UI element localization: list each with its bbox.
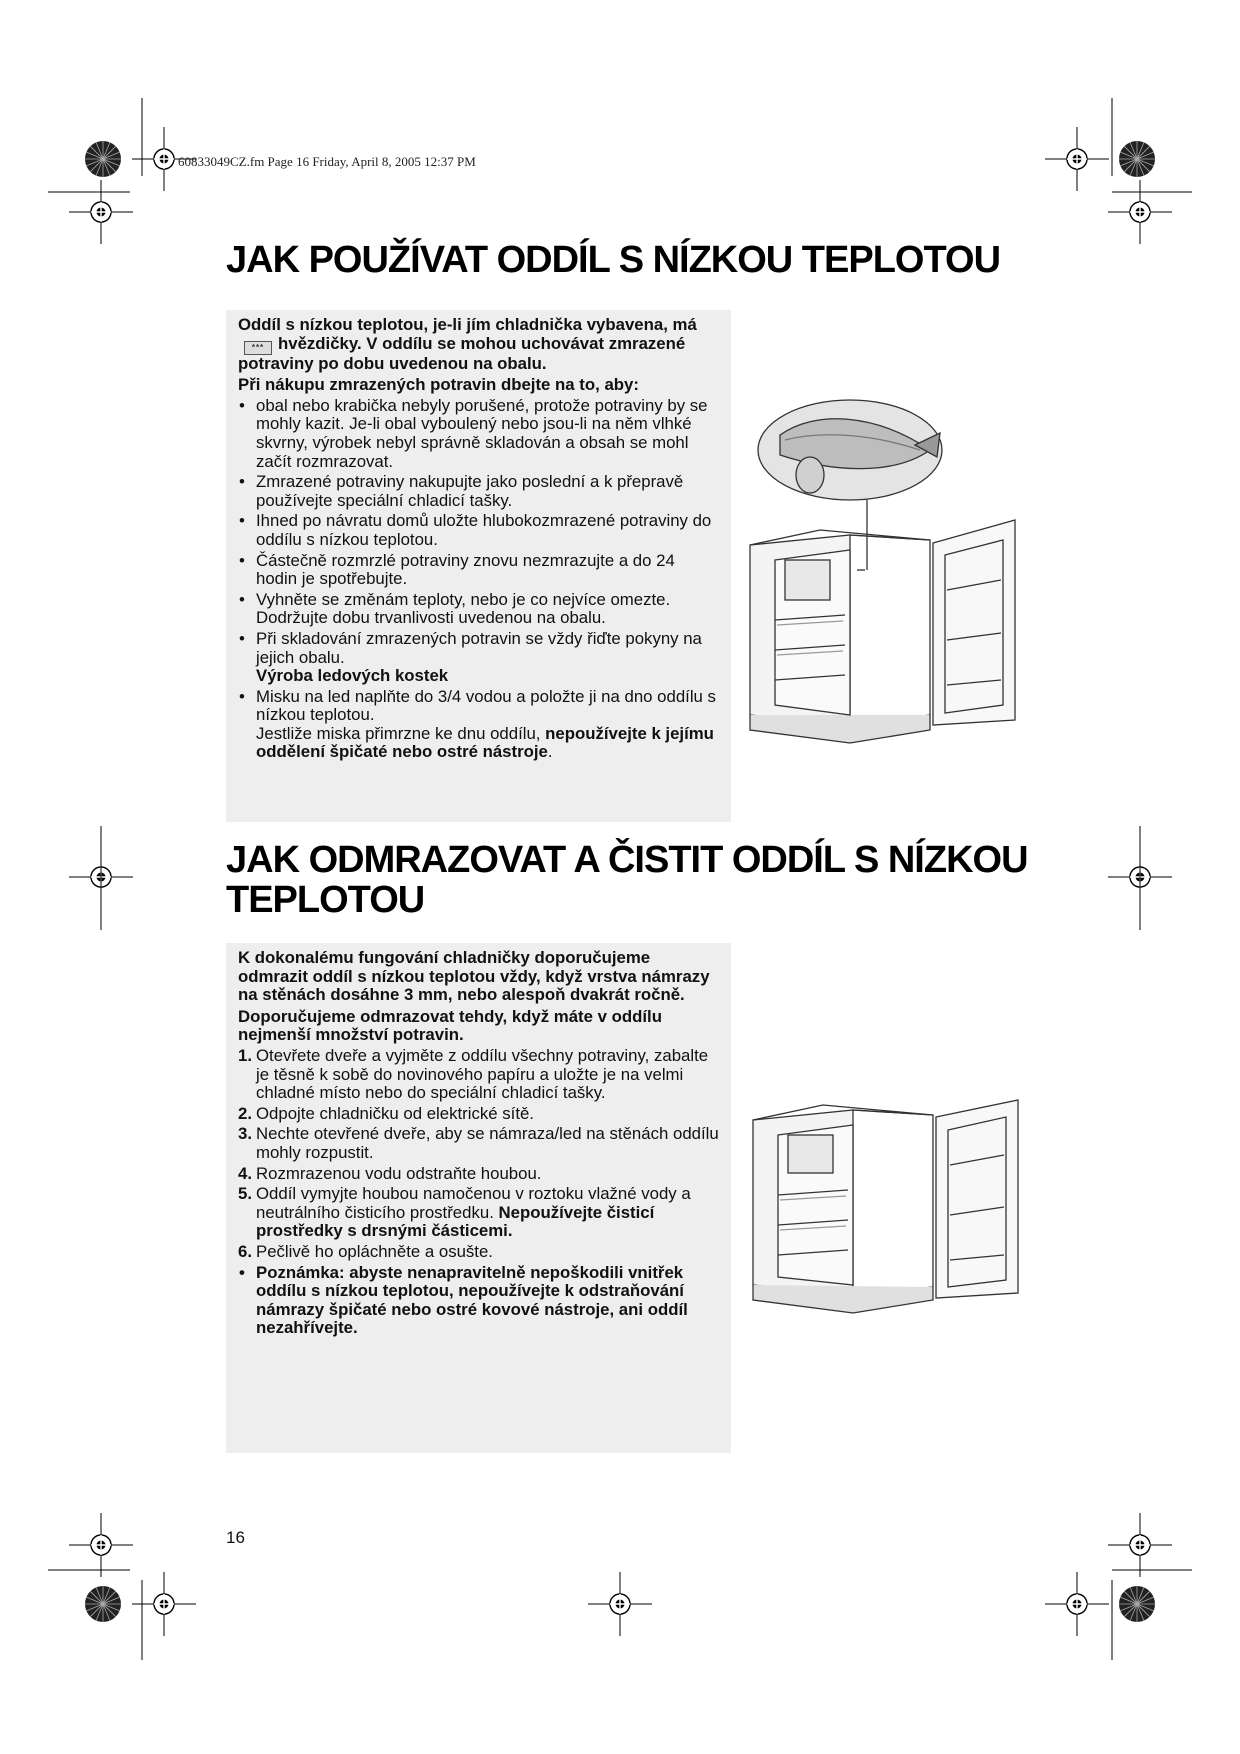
defrost-recommendation: Doporučujeme odmrazovat tehdy, když máte v oddílu nejmenší množství potravin.	[238, 1006, 662, 1045]
list-item: • Částečně rozmrzlé potraviny znovu nezmrazujte a do 24 hodin je spotřebujte.	[238, 552, 719, 589]
section2-title: JAK ODMRAZOVAT A ČISTIT ODDÍL S NÍZKOU TEPLOTOU	[226, 839, 1028, 921]
ice-cubes-heading: Výroba ledových kostek	[256, 666, 449, 686]
defrost-note: • Poznámka: abyste nenapravitelně nepoškodili vnitřek oddílu s nízkou teplotou, nepoužívejte k odstraňování námrazy špičaté nebo ostré kovové nástroje, ani oddíl nezahřívejte.	[238, 1264, 719, 1338]
note-list	[238, 1264, 719, 1338]
purchase-heading: Při nákupu zmrazených potravin dbejte na to, aby:	[238, 375, 639, 395]
list-item: 1. Otevřete dveře a vyjměte z oddílu všechny potraviny, zabalte je těsně k sobě do novinového papíru a uložte je na velmi chladné místo nebo do speciální chladicí tašky.	[238, 1045, 709, 1103]
star-rating-icon: ***	[244, 341, 272, 355]
list-item: 5. Oddíl vymyjte houbou namočenou v roztoku vlažné vody a neutrálního čisticího prostředku. Nepoužívejte čisticí prostředky s drsnými částicemi.	[238, 1184, 691, 1241]
page-number: 16	[226, 1528, 245, 1547]
section1-info-box	[226, 310, 731, 822]
list-item: • Zmrazené potraviny nakupujte jako poslední a k přepravě používejte speciální chladicí tašky.	[238, 473, 719, 510]
section2-info-box	[226, 943, 731, 1453]
list-item: 6. Pečlivě ho opláchněte a osušte.	[238, 1241, 493, 1261]
list-item: • obal nebo krabička nebyly porušené, protože potraviny by se mohly kazit. Je-li obal vyboulený nebo jsou-li na něm vlhké skvrny, výrobek nebyl správně skladován a obsah se mohl začít rozmrazovat.	[238, 397, 719, 471]
list-item: • Misku na led naplňte do 3/4 vodou a položte ji na dno oddílu s nízkou teplotou. Jestliže miska přimrzne ke dnu oddílu, nepoužívejte k jejímu oddělení špičaté nebo ostré nástroje.	[238, 688, 719, 762]
open-fridge-illustration	[748, 1095, 1033, 1315]
list-item: • Vyhněte se změnám teploty, nebo je co nejvíce omezte. Dodržujte dobu trvanlivosti uvedenou na obalu.	[238, 591, 719, 628]
list-item: 4. Rozmrazenou vodu odstraňte houbou.	[238, 1163, 542, 1183]
fridge-with-fish-illustration	[745, 395, 1030, 745]
defrost-intro: K dokonalému fungování chladničky doporučujeme odmrazit oddíl s nízkou teplotou vždy, když vrstva námrazy na stěnách dosáhne 3 mm, nebo alespoň dvakrát ročně.	[238, 948, 710, 1005]
list-item: 3. Nechte otevřené dveře, aby se námraza/led na stěnách oddílu mohly rozpustit.	[238, 1124, 719, 1162]
defrost-steps-list	[238, 1047, 719, 1262]
section1-intro: Oddíl s nízkou teplotou, je-li jím chladnička vybavena, má*** hvězdičky. V oddílu se mohou uchovávat zmrazené potraviny po dobu uvedenou na obalu.	[238, 315, 697, 373]
list-item: • Ihned po návratu domů uložte hlubokozmrazené potraviny do oddílu s nízkou teplotou.	[238, 512, 719, 549]
section1-title: JAK POUŽÍVAT ODDÍL S NÍZKOU TEPLOTOU	[226, 239, 1001, 281]
purchase-tips-list	[238, 397, 719, 762]
list-item: 2. Odpojte chladničku od elektrické sítě.	[238, 1103, 534, 1123]
page-file-header: 60833049CZ.fm Page 16 Friday, April 8, 2005 12:37 PM	[178, 154, 476, 169]
list-item: • Při skladování zmrazených potravin se vždy řiďte pokyny na jejich obalu. Výroba ledových kostek	[238, 630, 719, 686]
ice-note: Jestliže miska přimrzne ke dnu oddílu, nepoužívejte k jejímu oddělení špičaté nebo ostré nástroje.	[256, 723, 714, 762]
